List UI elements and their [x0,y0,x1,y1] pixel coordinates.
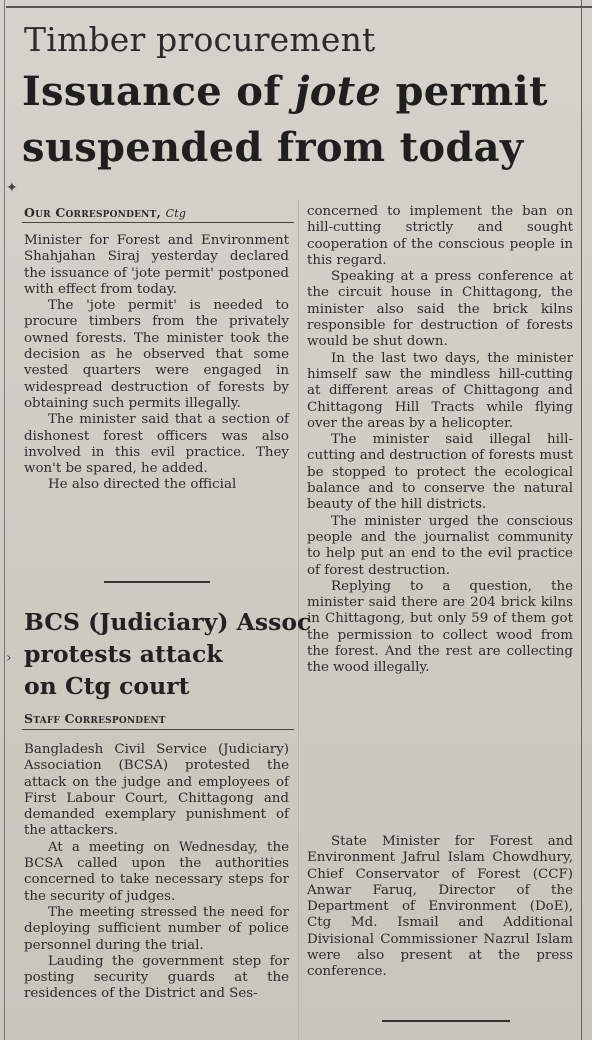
paragraph: At a meeting on Wednesday, the BCSA called upon the authorities concerned to take necessary steps for the security of judges. [24,839,289,904]
paragraph: The minister said illegal hill-cutting and destruction of forests must be stopped to protect the ecological balance and to conserve the natural beauty of the hill districts. [307,432,573,513]
paragraph: The minister urged the conscious people and the journalist community to help put an end to the evil practice of forest destruction. [307,513,573,578]
headline2-line-2: protests attack [24,640,223,668]
paragraph: concerned to implement the ban on hill-cutting strictly and sought cooperation of the conscious people in this regard. [307,204,573,268]
paragraph: Speaking at a press conference at the circuit house in Chittagong, the minister also said the brick kilns responsible for destruction of forests would be shut down. [307,269,573,350]
paragraph: The meeting stressed the need for deploying sufficient number of police personnel during the trial. [24,904,289,953]
article-column-2-end [307,834,573,981]
second-article-headline [24,606,312,702]
paragraph: Replying to a question, the minister said there are 204 brick kilns in Chittagong, but only 59 of them got the permission to collect wood from the forest. And the rest are collecting the wood illegally. [307,578,573,676]
paragraph: The minister said that a section of dishonest forest officers was also involved in this evil practice. They won't be spared, he added. [24,412,289,477]
article-column-2 [307,204,573,677]
article-byline [24,205,186,220]
paragraph: Bangladesh Civil Service (Judiciary) Association (BCSA) protested the attack on the judge and employees of First Labour Court, Chittagong and demanded exemplary punishment of the attackers. [24,742,289,839]
paragraph: In the last two days, the minister himself saw the mindless hill-cutting at different areas of Chittagong and Chittagong Hill Tracts while flying over the areas by a helicopter. [307,350,573,431]
headline-italic-word: jote [294,68,382,115]
top-rule [6,6,592,8]
headline-part-1: Issuance of [22,68,295,115]
paragraph: Minister for Forest and Environment Shahjahan Siraj yesterday declared the issuance of 'jote permit' postponed with effect from today. [24,233,289,297]
article-separator [104,581,210,583]
headline-line-2: suspended from today [22,124,524,171]
article-column-1 [24,233,289,494]
paragraph: The 'jote permit' is needed to procure timbers from the privately owned forests. The minister took the decision as he observed that some vested quarters were engaged in widespread destruction of forests by obtaining such permits illegally. [24,298,289,411]
left-edge [4,0,5,1040]
article-end-rule [382,1020,510,1022]
second-article-byline: Staff Correspondent [24,711,166,726]
second-article-column [24,742,289,1003]
byline-rule [22,222,294,223]
article-kicker: Timber procurement [24,20,376,59]
margin-mark: › [6,650,12,666]
byline-rule [22,729,294,730]
margin-mark: ✦ [6,180,18,196]
headline2-line-1: BCS (Judiciary) Assoc [24,608,312,636]
paragraph: He also directed the official [48,477,237,493]
article-headline [22,64,582,176]
headline-part-2: permit [381,68,548,115]
byline-place: Ctg [165,207,187,220]
headline2-line-3: on Ctg court [24,672,190,700]
paragraph: State Minister for Forest and Environment Jafrul Islam Chowdhury, Chief Conservator of Forest (CCF) Anwar Faruq, Director of the Department of Environment (DoE), Ctg Md. Ismail and Additional Divisional Commissioner Nazrul Islam were also present at the press conference. [307,834,573,980]
byline-name: Our Correspondent, [24,205,162,220]
paragraph: Lauding the government step for posting security guards at the residences of the District and Ses- [24,953,289,1002]
